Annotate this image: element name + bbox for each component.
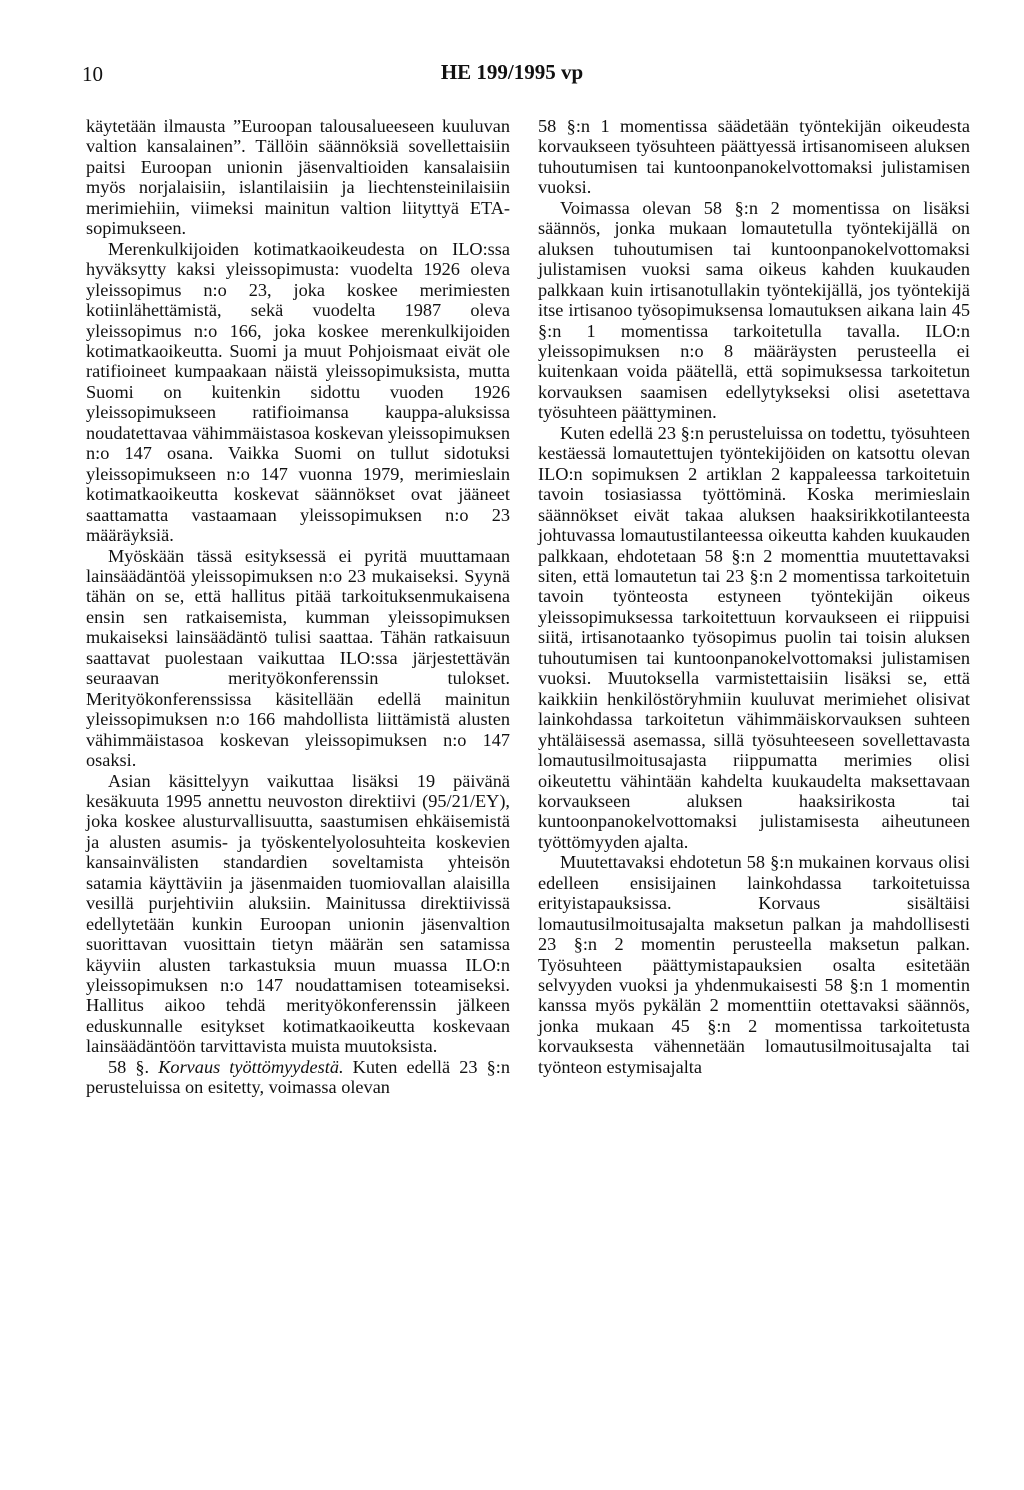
section-paragraph (86, 1057, 510, 1098)
paragraph: käytetään ilmausta ”Euroopan talousalueeseen kuuluvan valtion kansalainen”. Tällöin säännöksiä sovellettaisiin paitsi Euroopan unionin jäsenvaltioiden kansalaisiin myös norjalaisiin, islantilaisiin ja liechtensteinilaisiin merimiehiin, viimeksi mainitun valtion liityttyä ETA-sopimukseen. (86, 116, 510, 239)
section-number: 58 §. (108, 1056, 159, 1077)
paragraph: Myöskään tässä esityksessä ei pyritä muuttamaan lainsäädäntöä yleissopimuksen n:o 23 mukaiseksi. Syynä tähän on se, että hallitus pitää tarkoituksenmukaisena ensin sen ratkaisemista, kumman yleissopimuksen mukaiseksi lainsäädäntö tulisi saattaa. Tähän ratkaisuun saattavat puolestaan vaikuttaa ILO:ssa järjestettävän seuraavan merityökonferenssin tulokset. Merityökonferenssissa käsitellään edellä mainitun yleissopimuksen n:o 166 mahdollista liittämistä alusten vähimmäistasoa koskevan yleissopimuksen n:o 147 osaksi. (86, 545, 510, 771)
page-number: 10 (82, 62, 103, 86)
running-head: HE 199/1995 vp (440, 60, 584, 84)
paragraph: Kuten edellä 23 §:n perusteluissa on todettu, työsuhteen kestäessä lomautettujen työntekijöiden on katsottu olevan ILO:n sopimuksen 2 artiklan 2 kappaleessa tarkoitetuin tavoin tosiasiassa työttöminä. Koska merimieslain säännökset eivät takaa aluksen haaksirikkotilanteesta johtuvassa lomautustilanteessa oikeutta kahden kuukauden palkkaan, ehdotetaan 58 §:n 2 momenttia muutettavaksi siten, että lomautetun tai 23 §:n 2 momentissa tarkoitetuin tavoin työnteosta estyneen työntekijän oikeus yleissopimuksessa tarkoitettuun korvaukseen ei riippuisi siitä, irtisanotaanko työsopimus puolin tai toisin aluksen tuhoutumisen tai kuntoonpanokelvottomaksi julistamisen vuoksi. Muutoksella varmistettaisiin lisäksi se, että kaikkiin henkilöstöryhmiin kuuluvat merimiehet olisivat lainkohdassa tarkoitetun vähimmäiskorvauksen suhteen yhtäläisessä asemassa, sillä työsuhteeseen sovellettavasta lomautusilmoitusajasta riippumatta merimies olisi oikeutettu vähintään kahdelta kuukaudelta maksettavaan korvaukseen aluksen haaksirikosta tai kuntoonpanokelvottomaksi julistamisesta aiheutuneen työttömyyden ajalta. (538, 422, 970, 852)
paragraph: 58 §:n 1 momentissa säädetään työntekijän oikeudesta korvaukseen työsuhteen päättyessä irtisanomiseen aluksen tuhoutumisen tai kuntoonpanokelvottomaksi julistamisen vuoksi. (538, 116, 970, 198)
paragraph: Merenkulkijoiden kotimatkaoikeudesta on ILO:ssa hyväksytty kaksi yleissopimusta: vuodelta 1926 oleva yleissopimus n:o 23, joka koskee merimiesten kotiinlähettämistä, sekä vuodelta 1987 oleva yleissopimus n:o 166, joka koskee merenkulkijoiden kotimatkaoikeutta. Suomi ja muut Pohjoismaat eivät ole ratifioineet kumpaakaan näistä yleissopimuksista, mutta Suomi on kuitenkin sidottu vuoden 1926 yleissopimukseen ratifioimansa kauppa-aluksissa noudatettavaa vähimmäistasoa koskevan yleissopimuksen n:o 147 osana. Vaikka Suomi on tullut sidotuksi yleissopimukseen n:o 147 vuonna 1979, merimieslain kotimatkaoikeutta koskevat säännökset ovat jääneet saattamatta vastaamaan yleissopimuksen n:o 23 määräyksiä. (86, 238, 510, 546)
right-column (538, 116, 970, 1077)
left-column (86, 116, 510, 1098)
section-title: Korvaus työttömyydestä. (158, 1056, 344, 1077)
section-text: Kuten edellä 23 §:n perusteluissa on esitetty, voimassa olevan (86, 1056, 510, 1098)
paragraph: Voimassa olevan 58 §:n 2 momentissa on lisäksi säännös, jonka mukaan lomautetulla työntekijällä on aluksen tuhoutumisen tai kuntoonpanokelvottomaksi julistamisen vuoksi sama oikeus kahden kuukauden palkkaan kuin irtisanotullakin työntekijällä, jos työntekijä itse irtisanoo työsopimuksensa lomautuksen aikana lain 45 §:n 1 momentissa tarkoitetulla tavalla. ILO:n yleissopimuksen n:o 8 määräysten perusteella ei kuitenkaan voida päätellä, että sopimuksessa tarkoitetun korvauksen saamisen edellytykseksi olisi asetettava työsuhteen päättyminen. (538, 197, 970, 423)
paragraph: Muutettavaksi ehdotetun 58 §:n mukainen korvaus olisi edelleen ensisijainen lainkohdassa tarkoitetuissa erityistapauksissa. Korvaus sisältäisi lomautusilmoitusajalta maksetun palkan ja mahdollisesti 23 §:n 2 momentin perusteella maksetun palkan. Työsuhteen päättymistapauksien osalta esitetään selvyyden vuoksi ja yhdenmukaisesti 58 §:n 1 momentin kanssa myös pykälän 2 momenttiin otettavaksi säännös, jonka mukaan 45 §:n 2 momentissa tarkoitetusta korvauksesta vähennetään lomautusilmoitusajalta tai työnteon estymisajalta (538, 852, 970, 1077)
paragraph: Asian käsittelyyn vaikuttaa lisäksi 19 päivänä kesäkuuta 1995 annettu neuvoston direktiivi (95/21/EY), joka koskee alusturvallisuutta, saastumisen ehkäisemistä ja alusten asumis- ja työskentelyolosuhteita koskevien kansainvälisten standardien soveltamista yhteisön satamia käyttäviin ja jäsenmaiden tuomiovallan alaisilla vesillä purjehtiviin aluksiin. Mainitussa direktiivissä edellytetään kunkin Euroopan unionin jäsenvaltion suorittavan vuosittain tietyn määrän sen satamissa käyviin alusten tarkastuksia muun muassa ILO:n yleissopimuksen n:o 147 noudattamisen toteamiseksi. Hallitus aikoo tehdä merityökonferenssin jälkeen eduskunnalle esitykset kotimatkaoikeutta koskevaan lainsäädäntöön tarvittavista muista muutoksista. (86, 770, 510, 1057)
